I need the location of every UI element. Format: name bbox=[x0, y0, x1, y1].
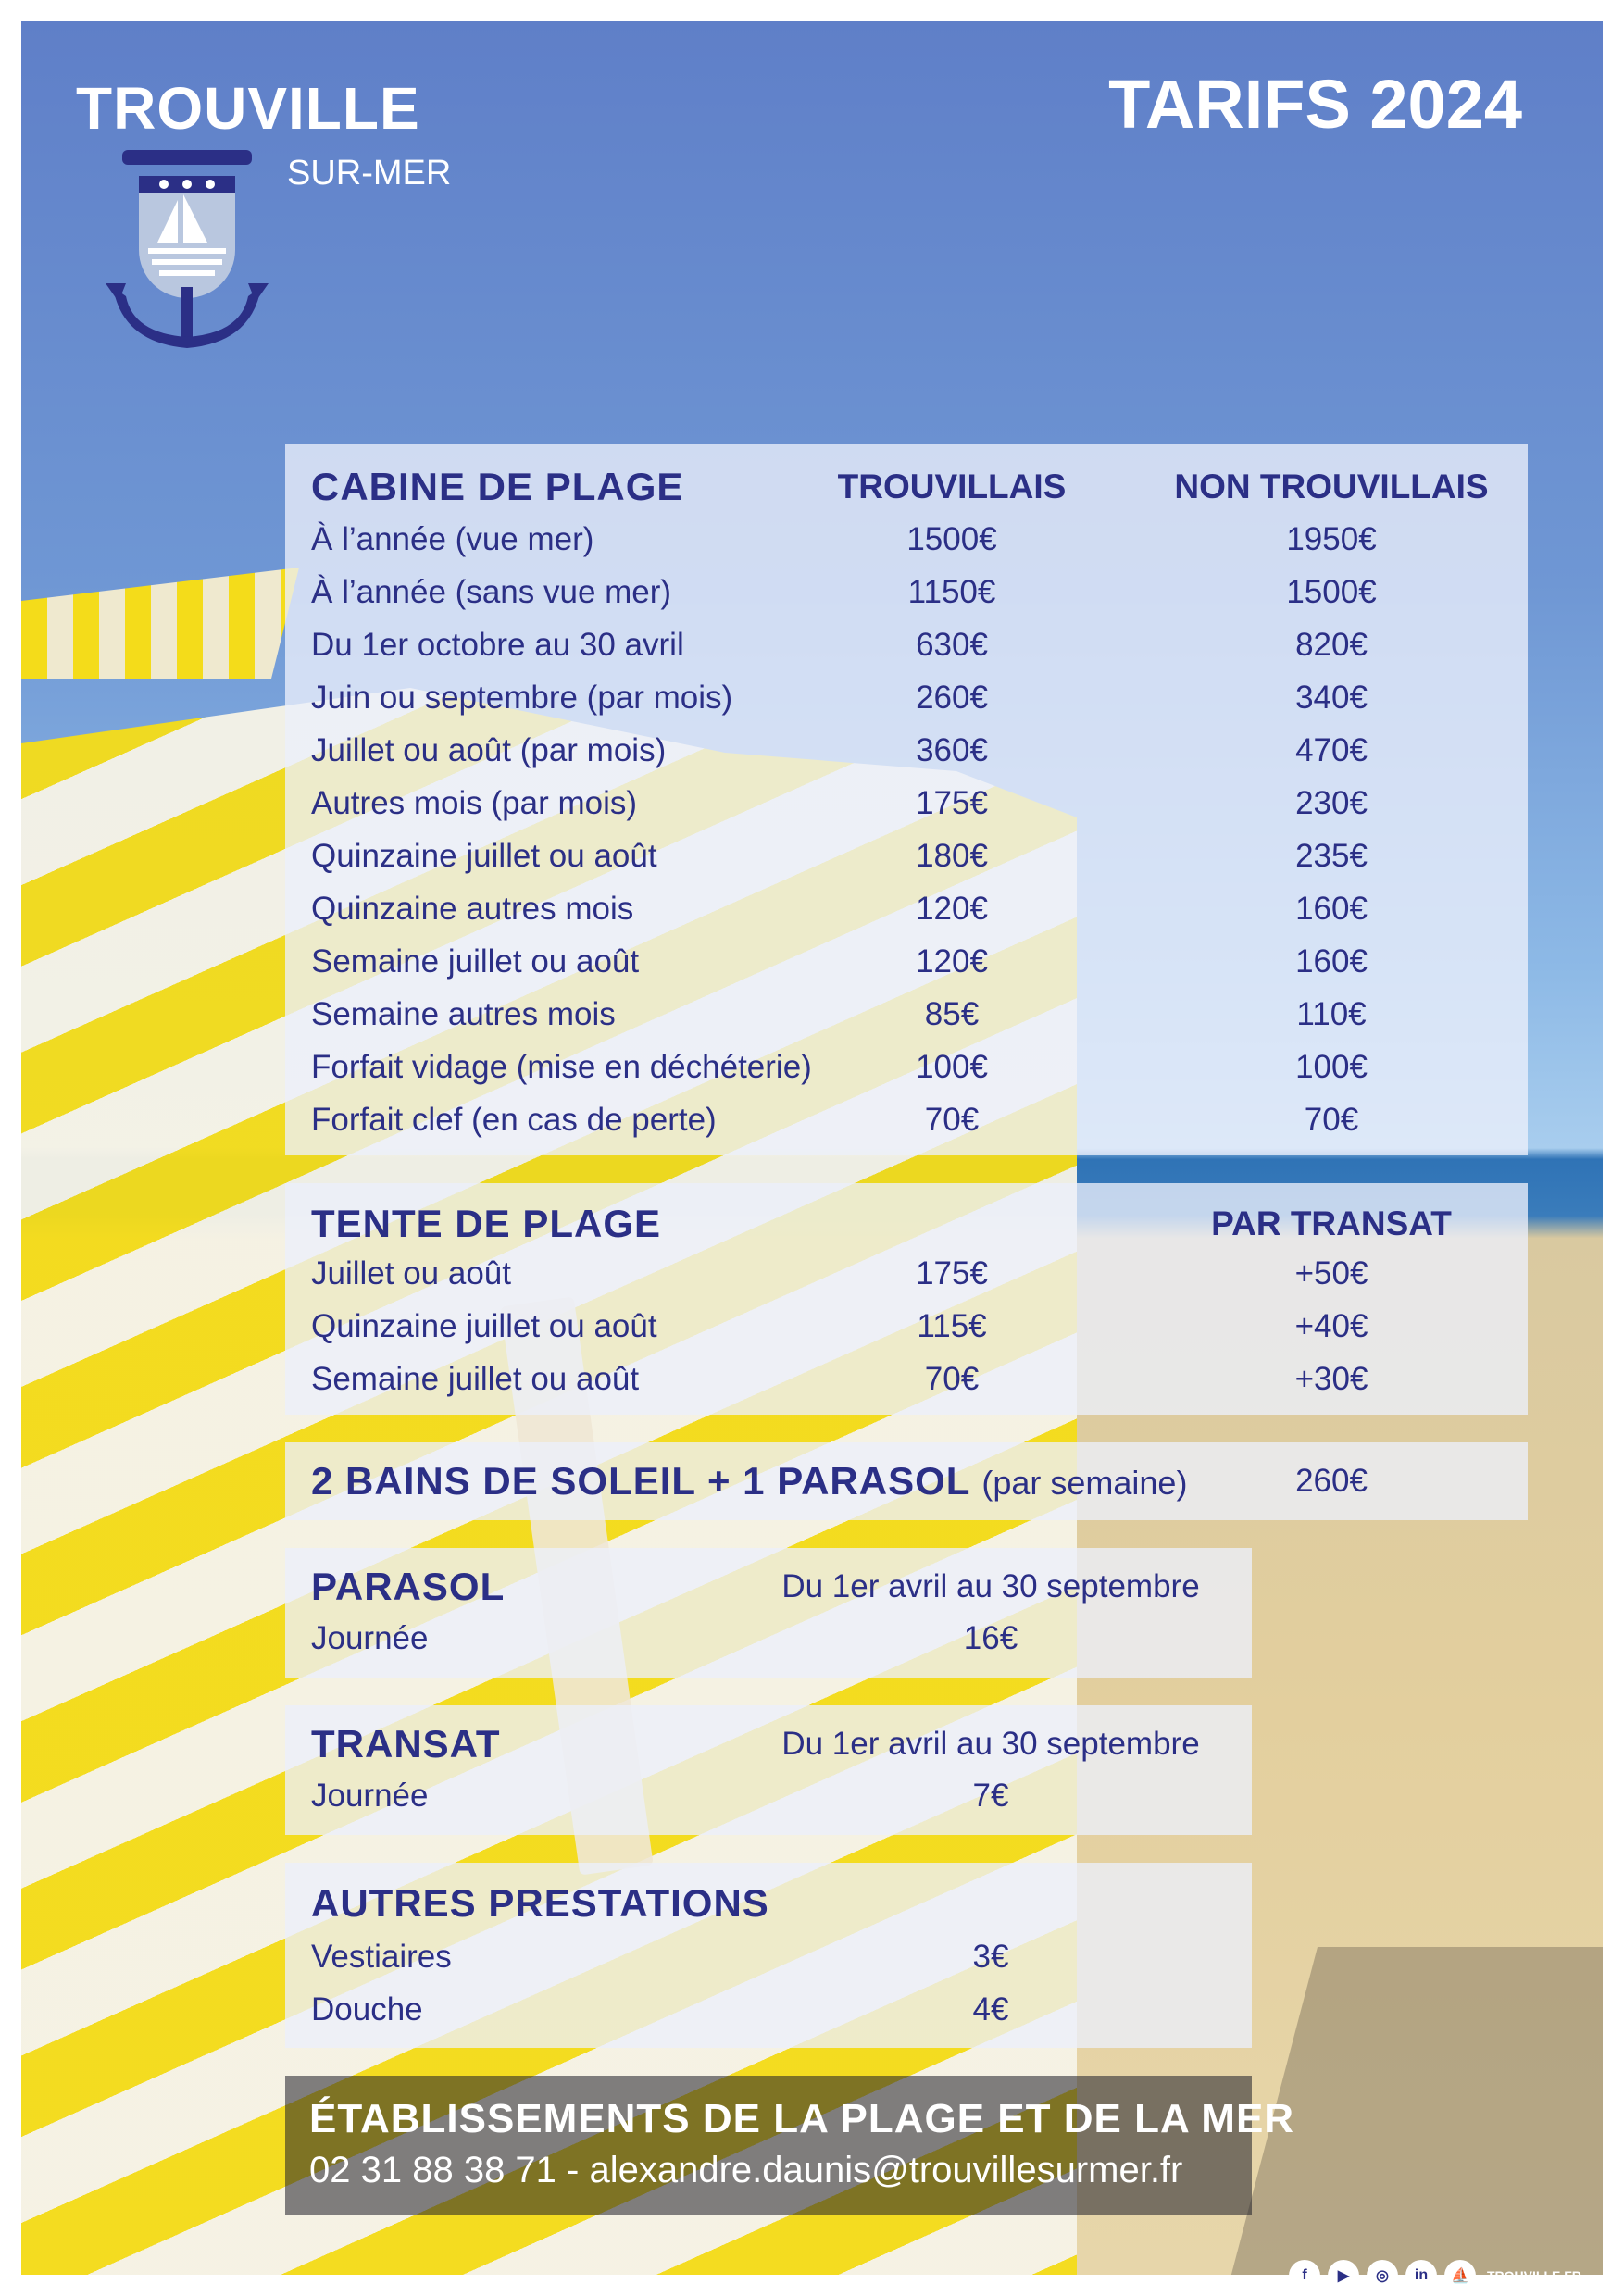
autres-heading: AUTRES PRESTATIONS bbox=[311, 1881, 769, 1925]
price: 175€ bbox=[916, 1255, 988, 1292]
instagram-icon[interactable]: ◎ bbox=[1367, 2260, 1398, 2291]
price-non-resident: 160€ bbox=[1295, 943, 1368, 980]
price-non-resident: 235€ bbox=[1295, 838, 1368, 874]
row-label: Du 1er octobre au 30 avril bbox=[311, 627, 684, 663]
col-header-non-resident: NON TROUVILLAIS bbox=[1174, 468, 1489, 505]
price-per-transat: +50€ bbox=[1294, 1255, 1368, 1292]
price-resident: 120€ bbox=[916, 943, 988, 980]
price-non-resident: 820€ bbox=[1295, 627, 1368, 663]
bains-panel bbox=[285, 1442, 1528, 1520]
row-label: Juin ou septembre (par mois) bbox=[311, 680, 733, 716]
price-resident: 260€ bbox=[916, 680, 988, 716]
row-label: Quinzaine juillet ou août bbox=[311, 1308, 657, 1344]
parasol-price: 16€ bbox=[963, 1620, 1018, 1656]
row-label: Quinzaine juillet ou août bbox=[311, 838, 657, 874]
row-label: Semaine autres mois bbox=[311, 996, 616, 1032]
price-row bbox=[285, 725, 1528, 777]
price-non-resident: 230€ bbox=[1295, 785, 1368, 821]
parasol-panel bbox=[285, 1548, 1252, 1678]
price-row bbox=[285, 778, 1528, 830]
row-label: Forfait clef (en cas de perte) bbox=[311, 1102, 717, 1138]
price-row bbox=[285, 672, 1528, 724]
row-label: Juillet ou août (par mois) bbox=[311, 732, 667, 768]
price-non-resident: 1500€ bbox=[1286, 574, 1377, 610]
page-title: TARIFS 2024 bbox=[1108, 66, 1522, 143]
logo-subtitle: SUR-MER bbox=[287, 154, 452, 193]
price-resident: 1500€ bbox=[906, 521, 997, 557]
row-label: Quinzaine autres mois bbox=[311, 891, 634, 927]
price-resident: 360€ bbox=[916, 732, 988, 768]
price-row bbox=[285, 1931, 1252, 1983]
price-row bbox=[285, 1042, 1528, 1093]
bains-heading bbox=[311, 1455, 1187, 1509]
price-row bbox=[285, 567, 1528, 618]
contact-footer bbox=[285, 2076, 1295, 2215]
price-non-resident: 160€ bbox=[1295, 891, 1368, 927]
price-row bbox=[285, 883, 1528, 935]
row-label: À l’année (vue mer) bbox=[311, 521, 594, 557]
linkedin-icon[interactable]: in bbox=[1405, 2260, 1437, 2291]
price-non-resident: 110€ bbox=[1296, 996, 1367, 1032]
transat-price: 7€ bbox=[972, 1778, 1009, 1814]
row-label: Douche bbox=[311, 1991, 423, 2028]
site-link[interactable]: TROUVILLE.FR bbox=[1487, 2268, 1581, 2283]
price-resident: 70€ bbox=[924, 1102, 980, 1138]
row-label: Vestiaires bbox=[311, 1939, 452, 1975]
row-label: Juillet ou août bbox=[311, 1255, 511, 1292]
price: 3€ bbox=[972, 1939, 1009, 1975]
price-resident: 120€ bbox=[916, 891, 988, 927]
row-label: Forfait vidage (mise en déchéterie) bbox=[311, 1049, 812, 1085]
price-row bbox=[285, 1984, 1252, 2036]
price-resident: 85€ bbox=[924, 996, 980, 1032]
price-row bbox=[285, 619, 1528, 671]
price-row bbox=[285, 1770, 1252, 1822]
footer-title: ÉTABLISSEMENTS DE LA PLAGE ET DE LA MER bbox=[309, 2096, 1295, 2141]
transat-period: Du 1er avril au 30 septembre bbox=[781, 1726, 1200, 1762]
youtube-icon[interactable]: ▶ bbox=[1328, 2260, 1359, 2291]
price-non-resident: 1950€ bbox=[1286, 521, 1377, 557]
footer-contact[interactable]: 02 31 88 38 71 - alexandre.daunis@trouvillesurmer.fr bbox=[309, 2150, 1183, 2190]
row-label: Semaine juillet ou août bbox=[311, 1361, 640, 1397]
price-row bbox=[285, 1094, 1528, 1146]
logo-title: TROUVILLE bbox=[76, 75, 420, 142]
price-non-resident: 100€ bbox=[1295, 1049, 1368, 1085]
price-non-resident: 470€ bbox=[1295, 732, 1368, 768]
price-row bbox=[285, 936, 1528, 988]
price-per-transat: +30€ bbox=[1294, 1361, 1368, 1397]
autres-panel bbox=[285, 1863, 1252, 2048]
facebook-icon[interactable]: f bbox=[1289, 2260, 1320, 2291]
row-label: Journée bbox=[311, 1778, 429, 1814]
row-label: À l’année (sans vue mer) bbox=[311, 574, 672, 610]
price-row bbox=[285, 830, 1528, 882]
price-resident: 175€ bbox=[916, 785, 988, 821]
trouville-icon[interactable]: ⛵ bbox=[1444, 2260, 1476, 2291]
price-row bbox=[285, 1301, 1528, 1353]
tente-panel bbox=[285, 1183, 1528, 1415]
tente-heading: TENTE DE PLAGE bbox=[311, 1202, 662, 1245]
price: 4€ bbox=[972, 1991, 1009, 2028]
cabine-heading: CABINE DE PLAGE bbox=[311, 465, 684, 508]
parasol-period: Du 1er avril au 30 septembre bbox=[781, 1568, 1200, 1604]
price: 70€ bbox=[924, 1361, 980, 1397]
col-header-resident: TROUVILLAIS bbox=[837, 468, 1067, 505]
price-resident: 100€ bbox=[916, 1049, 988, 1085]
price-resident: 630€ bbox=[916, 627, 988, 663]
parasol-heading: PARASOL bbox=[311, 1565, 506, 1608]
price: 115€ bbox=[917, 1308, 987, 1344]
bains-price: 260€ bbox=[1295, 1463, 1368, 1499]
bains-note: (par semaine) bbox=[981, 1464, 1188, 1502]
price-row bbox=[285, 989, 1528, 1041]
social-links bbox=[1289, 2257, 1581, 2294]
bains-title: 2 BAINS DE SOLEIL + 1 PARASOL bbox=[311, 1459, 970, 1503]
transat-heading: TRANSAT bbox=[311, 1722, 501, 1766]
row-label: Autres mois (par mois) bbox=[311, 785, 638, 821]
umbrella-edge-image bbox=[21, 568, 299, 679]
col-header-per-transat: PAR TRANSAT bbox=[1211, 1204, 1452, 1242]
price-per-transat: +40€ bbox=[1294, 1308, 1368, 1344]
price-non-resident: 70€ bbox=[1304, 1102, 1359, 1138]
row-label: Semaine juillet ou août bbox=[311, 943, 640, 980]
transat-panel bbox=[285, 1705, 1252, 1835]
price-row bbox=[285, 1613, 1252, 1665]
price-row bbox=[285, 514, 1528, 566]
trouville-logo bbox=[76, 74, 465, 352]
price-row bbox=[285, 1354, 1528, 1405]
price-resident: 1150€ bbox=[907, 574, 996, 610]
anchor-icon bbox=[94, 139, 280, 361]
price-row bbox=[285, 1248, 1528, 1300]
row-label: Journée bbox=[311, 1620, 429, 1656]
cabine-panel bbox=[285, 444, 1528, 1155]
price-resident: 180€ bbox=[916, 838, 988, 874]
price-non-resident: 340€ bbox=[1295, 680, 1368, 716]
